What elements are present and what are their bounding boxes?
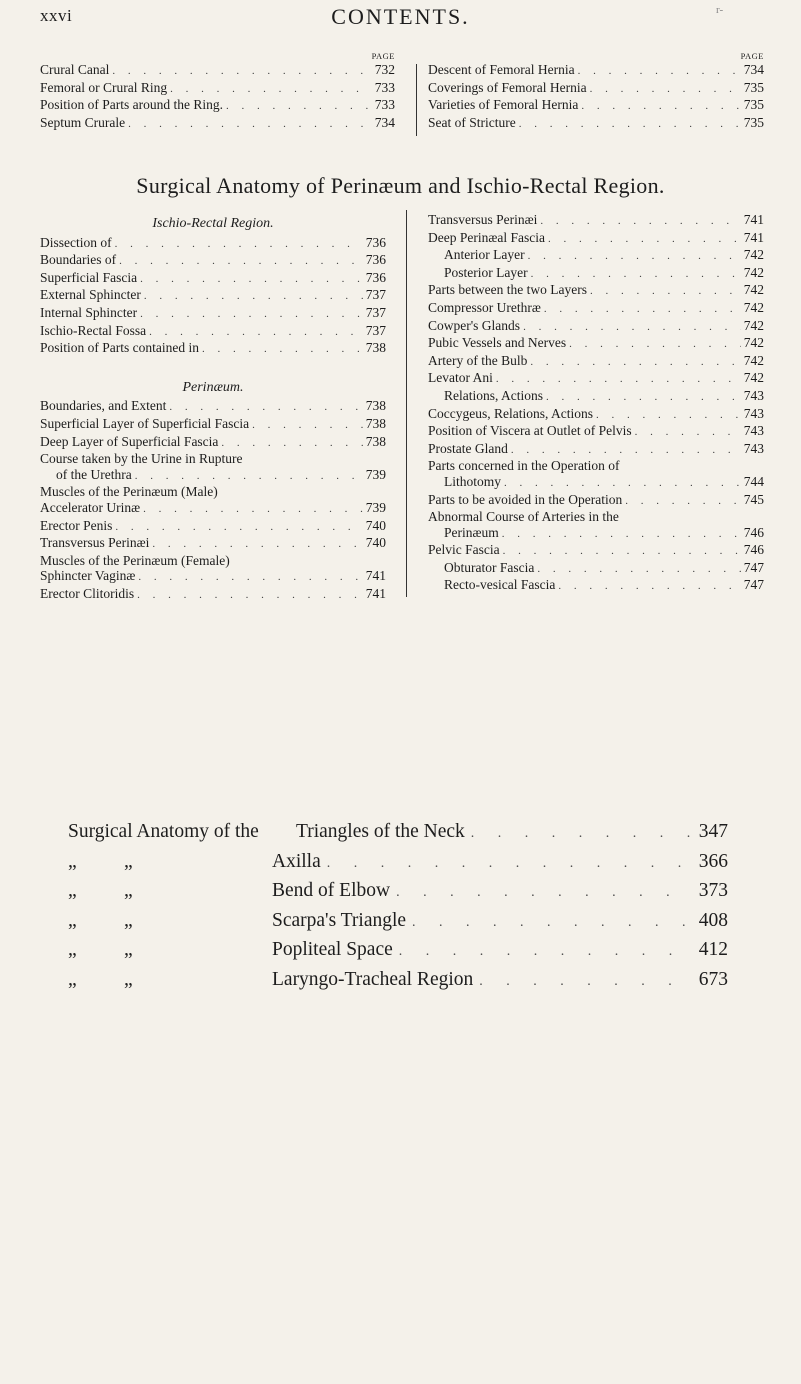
dot-leader [170,82,372,98]
entry-title: Parts between the two Layers [428,282,587,298]
entry-title: Levator Ani [428,370,493,386]
entry-page: 741 [743,212,764,227]
toc-entry [428,560,764,578]
page-title: CONTENTS. [331,4,470,29]
toc-entry [428,388,764,406]
ditto-mark: „ [124,850,133,872]
entry-page: 742 [743,299,764,315]
list-item [68,877,728,907]
dot-leader [138,570,362,586]
entry-title: Coverings of Femoral Hernia [428,79,587,95]
entry-page: 673 [698,968,728,990]
toc-entry [40,97,395,115]
toc-entry [40,518,386,536]
entry-title: Anterior Layer [444,247,525,263]
toc-entry [428,212,764,230]
dot-leader [119,254,363,270]
entry-title: Bend of Elbow [272,880,391,901]
entry-page: 373 [698,880,728,901]
dot-leader [152,537,362,553]
toc-entry [40,416,386,434]
toc-entry [428,97,764,115]
dot-leader [226,99,372,115]
entry-title: External Sphincter [40,287,141,303]
entry-page: 733 [374,79,395,95]
toc-entry [40,252,386,270]
section-title: Surgical Anatomy of Perinæum and Ischio-Rectal Region. [136,173,665,198]
entry-title: Transversus Perinæi [428,212,538,227]
top-left-contents [40,50,395,132]
toc-entry [428,80,764,98]
toc-entry [40,270,386,288]
entry-page: 742 [743,317,764,333]
entry-title: Popliteal Space [272,939,393,960]
dot-leader [169,400,362,416]
column-divider [406,210,407,597]
toc-entry [428,335,764,353]
entry-page: 743 [743,423,764,439]
dot-leader [202,342,363,358]
entry-title: Erector Penis [40,517,113,533]
entry-title: Femoral or Crural Ring [40,79,168,95]
toc-entry [40,305,386,323]
toc-entry [40,568,386,586]
entry-title: Boundaries, and Extent [40,398,167,414]
toc-entry [428,577,764,595]
dot-leader [115,520,362,536]
dot-leader [635,425,741,441]
entry-title: Artery of the Bulb [428,352,528,368]
entry-page: 743 [743,405,764,421]
entry-title: Crural Canal [40,62,110,77]
list-item [68,818,728,848]
dot-leader [523,320,741,336]
toc-entry: Lithotomy . . . 744 [428,474,764,492]
dot-leader [548,232,741,248]
toc-entry [428,542,764,560]
top-right-contents [428,50,764,132]
toc-entry-line: Course taken by the Urine in Rupture [40,451,243,467]
dot-leader [471,820,693,848]
entry-page: 366 [698,850,728,872]
toc-entry [40,80,395,98]
ditto-mark: „ [68,939,77,960]
dot-leader [531,267,741,283]
toc-entry [40,398,386,416]
entry-title: Sphincter Vaginæ [40,568,136,584]
entry-title: Position of Parts around the Ring. [40,97,223,113]
column-divider [416,64,417,136]
list-item [68,848,728,878]
entry-title: Prostate Gland [428,440,508,456]
page-column-label: PAGE [740,51,764,61]
entry-title: Deep Layer of Superficial Fascia [40,433,219,449]
entry-page: 735 [743,97,764,113]
dot-leader [503,544,741,560]
entry-page: 737 [365,304,386,320]
dot-leader [144,289,363,305]
ditto-mark: „ [124,880,133,901]
toc-entry-line: Muscles of the Perinæum (Male) [40,484,218,500]
toc-entry-line: Muscles of the Perinæum (Female) [40,552,230,568]
ditto-mark: „ [124,939,133,960]
toc-entry [428,282,764,300]
toc-entry [40,434,386,452]
entry-title: Transversus Perinæi [40,535,150,551]
toc-entry [428,406,764,424]
entry-page: 742 [743,335,764,351]
toc-entry [428,265,764,283]
entry-title: Descent of Femoral Hernia [428,62,575,77]
dot-leader [149,325,363,341]
entry-page: 742 [743,370,764,386]
toc-entry [428,300,764,318]
dot-leader [252,418,363,434]
entry-title: Posterior Layer [444,264,528,280]
toc-entry [40,235,386,253]
dot-leader [399,938,693,966]
toc-entry [428,353,764,371]
toc-entry-line: Abnormal Course of Arteries in the [428,509,619,525]
entry-title: Seat of Stricture [428,114,516,130]
entry-page: 747 [743,577,764,593]
entry-title: Position of Viscera at Outlet of Pelvis [428,423,632,439]
entry-page: 408 [698,909,728,931]
entry-page: 741 [743,229,764,245]
dot-leader [496,372,741,388]
dot-leader [544,302,741,318]
list-item [68,966,728,996]
entry-page: 746 [743,542,764,558]
list-item [68,936,728,966]
entry-page: 738 [365,340,386,356]
toc-entry [428,62,764,80]
dot-leader [546,390,741,406]
toc-entry [428,423,764,441]
dot-leader [511,443,741,459]
page-mark: r- [716,4,724,16]
subheading-perinaeum: Perinæum. [182,379,244,395]
toc-entry: Parts to be avoided in the Operation . . . 745 [428,492,764,510]
entry-title: Obturator Fascia [444,559,535,575]
row-lead: Surgical Anatomy of the [68,821,259,842]
entry-title: Pubic Vessels and Nerves [428,335,567,351]
entry-title: Coccygeus, Relations, Actions [428,405,593,421]
entry-page: 738 [365,415,386,431]
entry-page: 742 [743,264,764,280]
entry-title: Cowper's Glands [428,317,521,333]
toc-entry [428,370,764,388]
entry-title: Scarpa's Triangle [272,909,407,931]
entry-page: 740 [365,535,386,551]
entry-title: Septum Crurale [40,114,126,130]
toc-entry [428,115,764,133]
entry-title: Varieties of Femoral Hernia [428,97,579,113]
dot-leader [519,117,741,133]
entry-page: 738 [365,398,386,414]
dot-leader [590,284,741,300]
dot-leader [128,117,372,133]
entry-page: 733 [374,97,395,113]
entry-page: 740 [365,517,386,533]
dot-leader [528,249,741,265]
entry-page: 735 [743,114,764,130]
list-item [68,907,728,937]
ditto-mark: „ [124,968,133,990]
toc-entry [40,586,386,604]
entry-title: Deep Perinæal Fascia [428,229,545,245]
entry-page: 742 [743,352,764,368]
dot-leader [412,909,693,937]
dot-leader [327,850,693,878]
dot-leader [569,337,741,353]
entry-page: 732 [374,62,395,77]
dot-leader [596,408,741,424]
left-column [40,216,386,603]
dot-leader [540,214,740,230]
entry-page: 736 [365,252,386,268]
entry-title: Recto-vesical Fascia [444,577,556,593]
toc-entry [428,247,764,265]
toc-entry [40,62,395,80]
toc-entry [428,230,764,248]
entry-title: Compressor Urethræ [428,299,541,315]
toc-entry [40,340,386,358]
page-number: xxvi [40,6,73,25]
entry-page: 743 [743,387,764,403]
entry-page: 742 [743,282,764,298]
subheading-ischio-rectal: Ischio-Rectal Region. [152,216,274,231]
dot-leader [396,879,693,907]
running-header [0,2,801,32]
toc-entry-line: Parts concerned in the Operation of [428,458,620,474]
dot-leader [221,436,362,452]
toc-entry [428,318,764,336]
entry-title: Position of Parts contained in [40,340,199,356]
entry-title: Superficial Layer of Superficial Fascia [40,415,250,431]
dot-leader [137,588,363,604]
entry-title: Ischio-Rectal Fossa [40,322,147,338]
entry-page: 734 [743,62,764,77]
entry-page: 737 [365,287,386,303]
ditto-mark: „ [124,909,133,931]
entry-page: 741 [365,585,386,601]
ditto-mark: „ [68,880,77,901]
entry-page: 737 [365,322,386,338]
dot-leader [140,307,363,323]
toc-entry [40,323,386,341]
entry-page: 735 [743,79,764,95]
entry-title: Relations, Actions [444,387,543,403]
entry-title: Axilla [272,850,321,872]
toc-entry: Perinæum . . . 746 [428,525,764,543]
entry-page: 747 [743,559,764,575]
dot-leader [115,237,363,253]
entry-page: 739 [365,499,386,515]
dot-leader [581,99,740,115]
entry-title: Internal Sphincter [40,304,138,320]
entry-page: 412 [698,939,728,960]
entry-page: 734 [374,114,395,130]
dot-leader [558,579,740,595]
entry-title: Erector Clitoridis [40,585,135,601]
ditto-mark: „ [68,850,77,872]
right-column [428,212,764,595]
ditto-mark: „ [68,968,77,990]
entry-page: 738 [365,433,386,449]
toc-entry [40,535,386,553]
toc-entry [40,115,395,133]
entry-title: Pelvic Fascia [428,542,500,558]
dot-leader [578,64,741,80]
toc-entry [40,287,386,305]
toc-entry [40,500,386,518]
dot-leader [140,272,363,288]
entry-title: Laryngo-Tracheal Region [272,968,474,990]
entry-title: Accelerator Urinæ [40,499,141,515]
entry-title: Boundaries of [40,252,117,268]
entry-title: Triangles of the Neck [296,821,465,842]
surgical-anatomy-list [68,818,728,995]
entry-page: 736 [365,269,386,285]
dot-leader [143,502,363,518]
toc-entry: of the Urethra . . . 739 [40,467,386,485]
entry-title: Superficial Fascia [40,269,138,285]
entry-title: Dissection of [40,234,112,250]
page-column-label: PAGE [371,51,395,61]
dot-leader [112,64,371,80]
ditto-mark: „ [68,909,77,931]
dot-leader [590,82,741,98]
entry-page: 347 [698,821,728,842]
entry-page: 743 [743,440,764,456]
entry-page: 742 [743,247,764,263]
entry-page: 741 [365,568,386,584]
dot-leader [530,355,740,371]
entry-page: 736 [365,234,386,250]
dot-leader [479,968,692,996]
dot-leader [537,562,740,578]
toc-entry [428,441,764,459]
